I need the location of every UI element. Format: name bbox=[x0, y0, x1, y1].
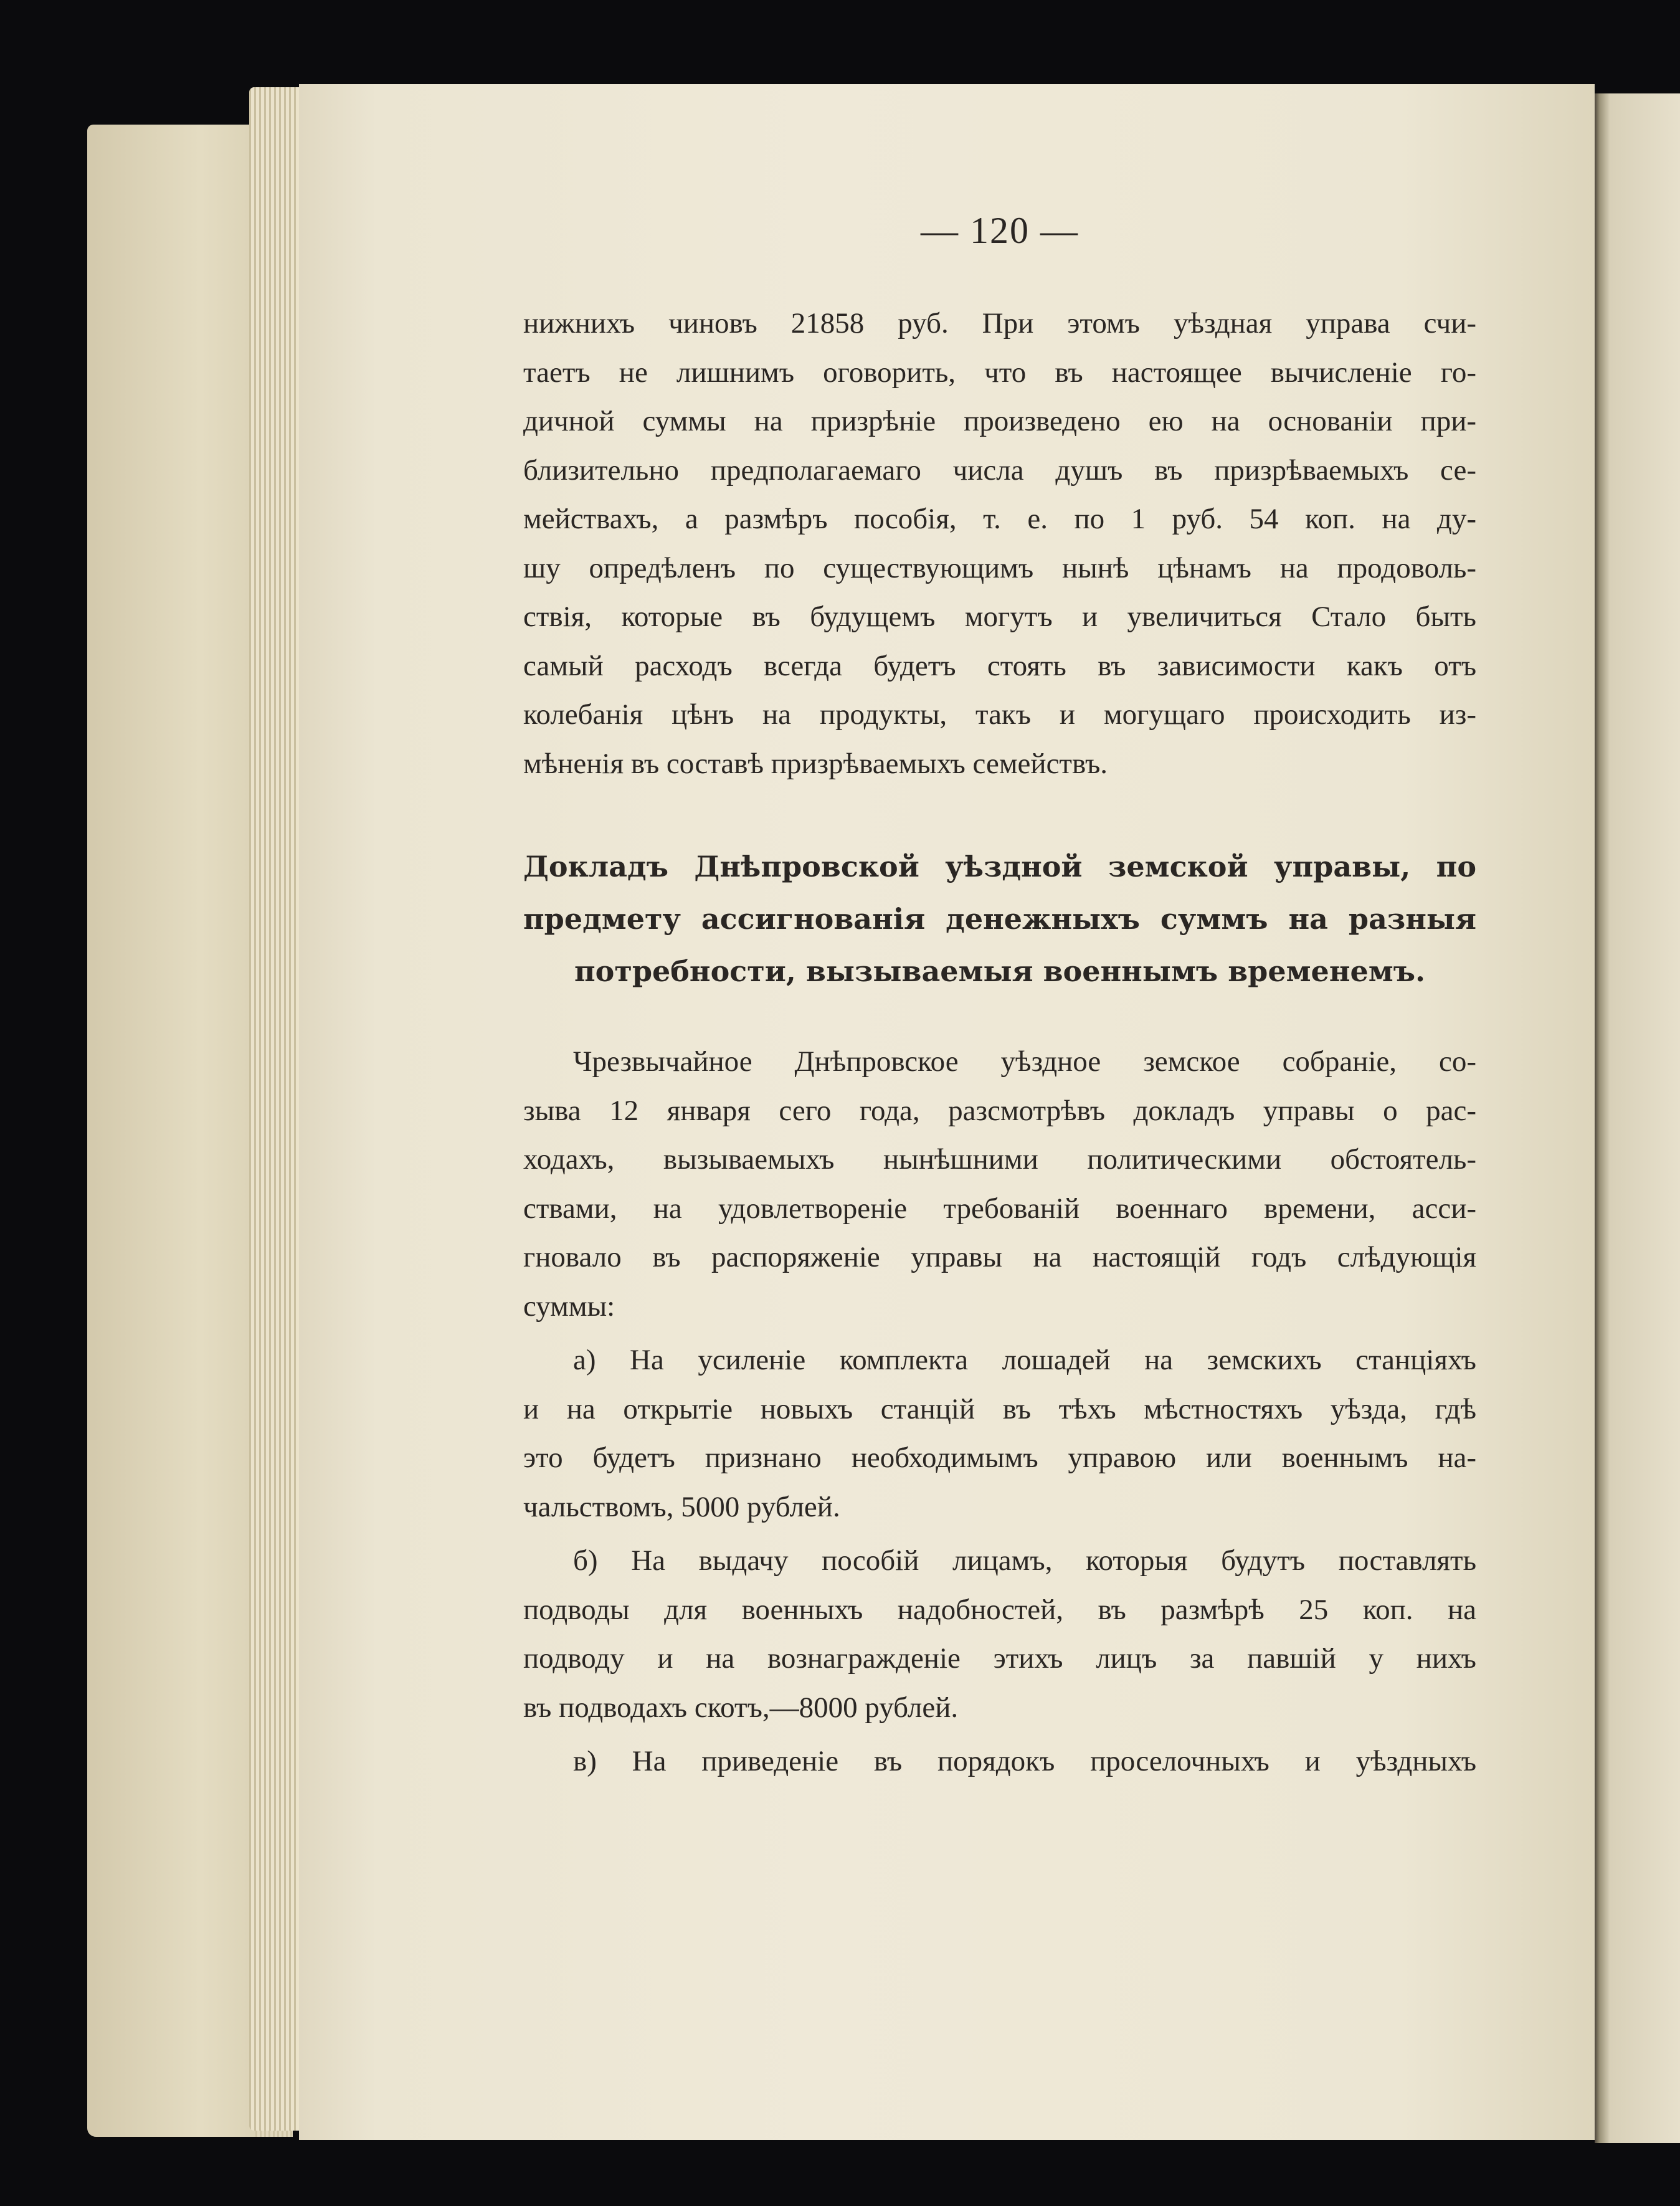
item-b bbox=[523, 1536, 1476, 1732]
section-heading bbox=[523, 840, 1476, 997]
text-line: б) На выдачу пособій лицамъ, которыя будутъ поставлять bbox=[573, 1544, 1476, 1577]
text-line: суммы: bbox=[523, 1290, 615, 1323]
text-line: подводу и на вознагражденіе этихъ лицъ за павшій у нихъ bbox=[523, 1642, 1476, 1675]
text-line: чальствомъ, 5000 рублей. bbox=[523, 1490, 840, 1523]
heading-line: потребности, вызываемыя военнымъ временемъ. bbox=[574, 954, 1426, 988]
heading-line: предмету ассигнованія денежныхъ суммъ на разныя bbox=[523, 902, 1476, 936]
paragraph-gap bbox=[523, 1732, 1476, 1737]
item-a bbox=[523, 1336, 1476, 1531]
text-line: близительно предполагаемаго числа душъ въ призрѣваемыхъ се- bbox=[523, 454, 1476, 487]
text-line: шу опредѣленъ по существующимъ нынѣ цѣнамъ на продоволь- bbox=[523, 551, 1476, 584]
text-line: и на открытіе новыхъ станцій въ тѣхъ мѣстностяхъ уѣзда, гдѣ bbox=[523, 1392, 1476, 1425]
next-leaf-edge bbox=[1595, 93, 1680, 2143]
text-line: ходахъ, вызываемыхъ нынѣшними политическими обстоятель- bbox=[523, 1143, 1476, 1176]
text-line: подводы для военныхъ надобностей, въ размѣрѣ 25 коп. на bbox=[523, 1593, 1476, 1626]
paragraph-gap bbox=[523, 1531, 1476, 1536]
text-line: таетъ не лишнимъ оговорить, что въ настоящее вычисленіе го- bbox=[523, 356, 1476, 389]
text-line: нижнихъ чиновъ 21858 руб. При этомъ уѣздная управа счи- bbox=[523, 307, 1476, 340]
text-line: дичной суммы на призрѣніе произведено ею на основаніи при- bbox=[523, 405, 1476, 437]
text-line: мействахъ, а размѣръ пособія, т. е. по 1 руб. 54 коп. на ду- bbox=[523, 503, 1476, 535]
text-line: въ подводахъ скотъ,—8000 рублей. bbox=[523, 1691, 959, 1724]
text-line: ствія, которые въ будущемъ могутъ и увеличиться Стало быть bbox=[523, 601, 1476, 633]
text-line: ствами, на удовлетвореніе требованій военнаго времени, асси- bbox=[523, 1192, 1476, 1225]
paragraph-gap bbox=[523, 1331, 1476, 1336]
text-line: колебанія цѣнъ на продукты, такъ и могущаго происходить из- bbox=[523, 698, 1476, 731]
heading-line: Докладъ Днѣпровской уѣздной земской управы, по bbox=[523, 850, 1476, 883]
page-number: — 120 — bbox=[921, 210, 1079, 251]
text-line: Чрезвычайное Днѣпровское уѣздное земское собраніе, со- bbox=[573, 1045, 1476, 1078]
text-line: зыва 12 января сего года, разсмотрѣвъ докладъ управы о рас- bbox=[523, 1094, 1476, 1127]
paragraph-1 bbox=[523, 299, 1476, 788]
paragraph-2 bbox=[523, 1037, 1476, 1331]
text-line: самый расходъ всегда будетъ стоять въ зависимости какъ отъ bbox=[523, 649, 1476, 682]
item-c bbox=[523, 1737, 1476, 1786]
text-line: в) На приведеніе въ порядокъ проселочныхъ и уѣздныхъ bbox=[573, 1745, 1476, 1777]
page-text bbox=[523, 212, 1476, 1786]
text-line: мѣненія въ составѣ призрѣваемыхъ семействъ. bbox=[523, 747, 1108, 780]
text-line: гновало въ распоряженіе управы на настоящій годъ слѣдующія bbox=[523, 1241, 1476, 1273]
text-line: это будетъ признано необходимымъ управою или военнымъ на- bbox=[523, 1442, 1476, 1474]
text-line: а) На усиленіе комплекта лошадей на земскихъ станціяхъ bbox=[573, 1344, 1476, 1376]
